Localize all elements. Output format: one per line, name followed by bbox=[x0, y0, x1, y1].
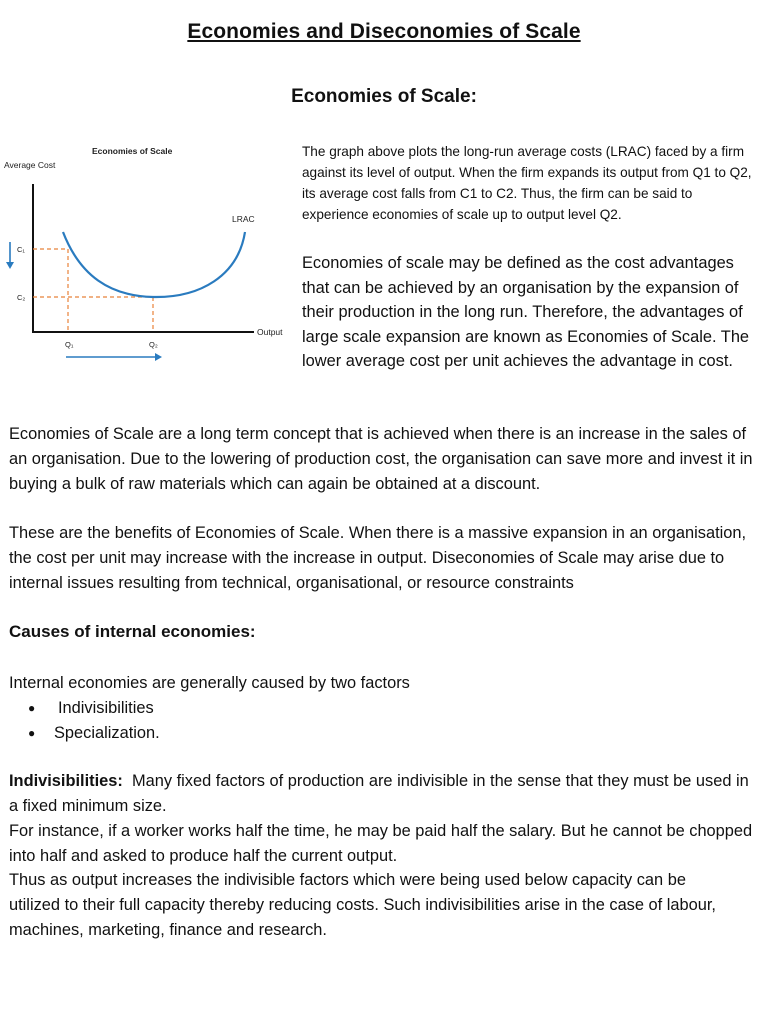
lrac-curve-label: LRAC bbox=[232, 214, 255, 224]
section-subtitle: Economies of Scale: bbox=[291, 86, 477, 107]
figure-title: Economies of Scale bbox=[92, 146, 173, 156]
q1-label: Q₁ bbox=[65, 340, 74, 349]
indivisibilities-label: Indivisibilities: bbox=[9, 772, 123, 790]
y-axis-label: Average Cost bbox=[4, 160, 56, 170]
output-increase-arrowhead bbox=[155, 353, 162, 361]
economies-of-scale-figure bbox=[0, 136, 296, 372]
definition-paragraph: Economies of scale may be defined as the cost advantages that can be achieved by an organisation by the expansion of their production in the long run. Therefore, the advantages of large scale expansion are known as Economies of Scale. The lower average cost per unit achieves the advantage in cost. bbox=[302, 254, 750, 370]
long-term-concept-paragraph: Economies of Scale are a long term concept that is achieved when there is an increase in the sales of an organisation. Due to the lowering of production cost, the organisation can save more and invest it in buying a bulk of raw materials which can again be obtained at a discount. bbox=[9, 425, 753, 493]
lrac-curve bbox=[63, 232, 245, 297]
causes-intro: Internal economies are generally caused by two factors bbox=[9, 674, 410, 692]
indivisibilities-example: For instance, if a worker works half the time, he may be paid half the salary. But he cannot be chopped into half and asked to produce half the current output. bbox=[9, 822, 753, 865]
x-axis-label: Output bbox=[257, 327, 283, 337]
causes-list bbox=[28, 696, 160, 746]
list-item: ● Indivisibilities bbox=[28, 696, 160, 721]
document-title: Economies and Diseconomies of Scale bbox=[187, 20, 581, 43]
c2-label: C₂ bbox=[17, 293, 26, 302]
diseconomies-paragraph: These are the benefits of Economies of Scale. When there is a massive expansion in an organisation, the cost per unit may increase with the increase in output. Diseconomies of Scale may arise due to internal issues resulting from technical, organisational, or resource constraints bbox=[9, 524, 747, 592]
indivisibilities-text: Many fixed factors of production are indivisible in the sense that they must be used in a fixed minimum size. bbox=[9, 772, 749, 815]
indivisibilities-paragraph bbox=[9, 769, 761, 819]
indivisibilities-conclusion: Thus as output increases the indivisible factors which were being used below capacity can be utilized to their full capacity thereby reducing costs. Such indivisibilities arise in the case of labour, machines, marketing, finance and research. bbox=[9, 871, 716, 939]
graph-explanation-paragraph: The graph above plots the long-run average costs (LRAC) faced by a firm against its level of output. When the firm expands its output from Q1 to Q2, its average cost falls from C1 to C2. Thus, the firm can be said to experience economies of scale up to output level Q2. bbox=[302, 144, 752, 222]
causes-heading: Causes of internal economies: bbox=[9, 622, 256, 641]
cost-decrease-arrowhead bbox=[6, 262, 14, 269]
c1-label: C₁ bbox=[17, 245, 25, 254]
q2-label: Q₂ bbox=[149, 340, 158, 349]
list-item: ● Specialization. bbox=[28, 721, 160, 746]
